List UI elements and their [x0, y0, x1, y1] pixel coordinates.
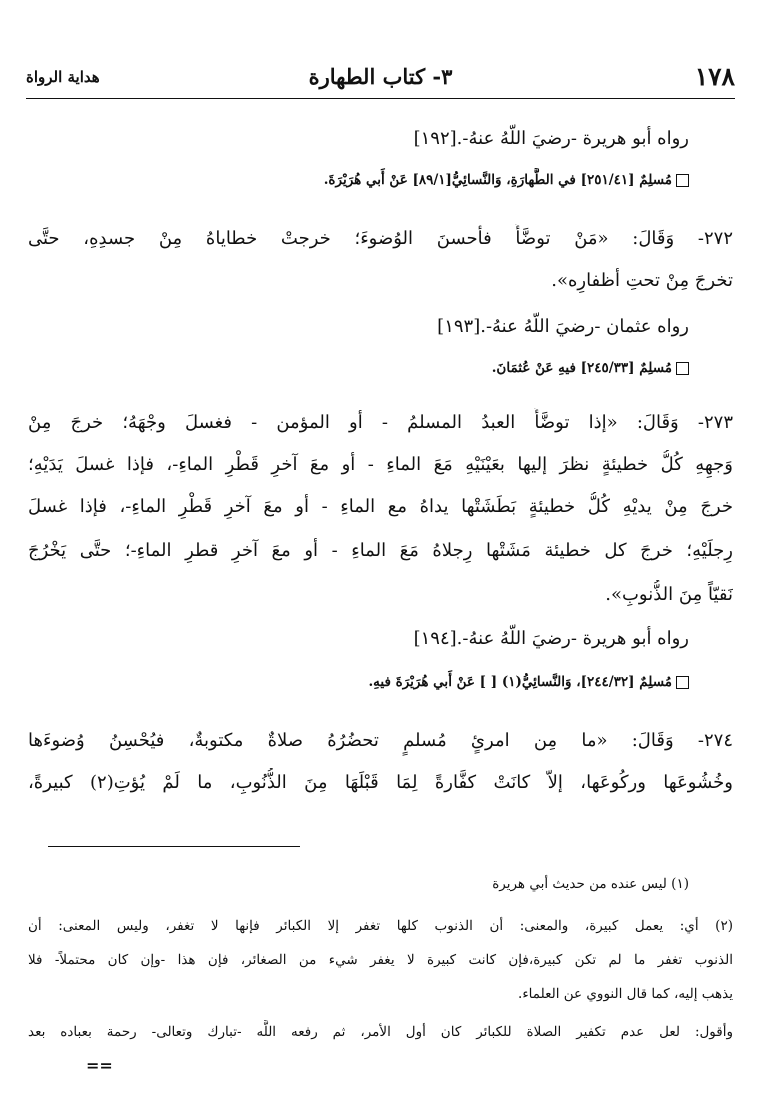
narrator-line: رواه أبو هريرة -رضيَ اللَّهُ عنهُ-.[١٩٢] [413, 128, 689, 149]
footnote-2-line: الذنوب تغفر ما لم تكن كبيرة،فإن كانت كبيرة لا يغفر شيء من الصغائر، فإن هذا -وإن كان محتملاً- فلا [28, 952, 733, 968]
checkbox-square-icon [676, 174, 689, 187]
chapter-title: ٣- كتاب الطهارة [308, 64, 453, 89]
page-number: ١٧٨ [694, 62, 735, 91]
source-line: مُسلِمٌ [٢٥١/٤١] في الطَّهارَةِ، وَالنَّسائِيُّ[٨٩/١] عَنْ أَبي هُرَيْرَةَ. [28, 168, 689, 192]
narrator-line: رواه أبو هريرة -رضيَ اللَّهُ عنهُ-.[١٩٤] [413, 628, 689, 649]
hadith-text-line: ٢٧٣- وَقَالَ: «إذا توضَّأَ العبدُ المسلمُ - أو المؤمن - فغسلَ وجْهَهُ؛ خرجَ مِنْ [28, 412, 733, 433]
hadith-text-line: تخرجَ مِنْ تحتِ أظفارِه». [551, 270, 733, 291]
header-rule [26, 98, 735, 99]
hadith-text-line: وَجهِهِ كُلُّ خطيئةٍ نظرَ إليها بعَيْنَيْهِ مَعَ الماءِ - أو معَ آخرِ قَطْرِ الماءِ-، فإذا غسلَ يَدَيْهِ؛ [28, 454, 733, 475]
continuation-mark: == [86, 1056, 113, 1075]
hadith-text-line: وخُشُوعَها وركُوعَها، إلاّ كانَتْ كفَّارةً لِمَا قَبْلَهَا مِنَ الذُّنُوبِ، ما لَمْ يُؤتِ(٢) كبيرةً، [28, 772, 733, 793]
narrator-line: رواه عثمان -رضيَ اللَّهُ عنهُ-.[١٩٣] [437, 316, 689, 337]
book-title: هداية الرواة [26, 68, 100, 86]
footnote-1: (١) ليس عنده من حديث أبي هريرة [492, 876, 689, 892]
hadith-text-line: ٢٧٢- وَقَالَ: «مَنْ توضَّأَ فأحسنَ الوُضوءَ؛ خرجتْ خطاياهُ مِنْ جسدِهِ، حتَّى [28, 228, 733, 249]
hadith-text-line: خرجَ مِنْ يديْهِ كُلُّ خطيئةٍ بَطَشَتْها يداهُ مع الماءِ - أو معَ آخرِ قَطْرِ الماءِ-، فإذا غسلَ [28, 496, 733, 517]
footnote-rule [48, 846, 300, 847]
checkbox-square-icon [676, 676, 689, 689]
checkbox-square-icon [676, 362, 689, 375]
hadith-text-line: رِجلَيْهِ؛ خرجَ كل خطيئة مَشَتْها رِجلاهُ مَعَ الماءِ - أو معَ آخرِ قطرِ الماءِ-؛ حتَّى يَخْرُجَ [28, 540, 733, 561]
hadith-text-line: ٢٧٤- وَقَالَ: «ما مِن امرئٍ مُسلمٍ تحضُرُهُ صلاةٌ مكتوبةٌ، فيُحْسِنُ وُضوءَها [28, 730, 733, 751]
hadith-text-line: نَقيّاً مِنَ الذُّنوبِ». [605, 584, 733, 605]
footnote-3: وأقول: لعل عدم تكفير الصلاة للكبائر كان أول الأمر، ثم رفعه اللَّه -تبارك وتعالى- رحمة بعباده بعد [28, 1024, 733, 1040]
source-line: مُسلِمٌ [٢٤٥/٣٣] فيهِ عَنْ عُثمَانَ. [28, 356, 689, 380]
page-header [26, 62, 735, 96]
footnote-2-line: يذهب إليه، كما قال النووي عن العلماء. [518, 986, 733, 1002]
source-line: مُسلِمٌ [٢٤٤/٣٢]، وَالنَّسائِيُّ(١) [ ] عَنْ أَبي هُرَيْرَةَ فيهِ. [28, 670, 689, 694]
footnote-2-line: (٢) أي: يعمل كبيرة، والمعنى: أن الذنوب كلها تغفر إلا الكبائر فإنها لا تغفر، وليس المعنى: أن [28, 918, 733, 934]
